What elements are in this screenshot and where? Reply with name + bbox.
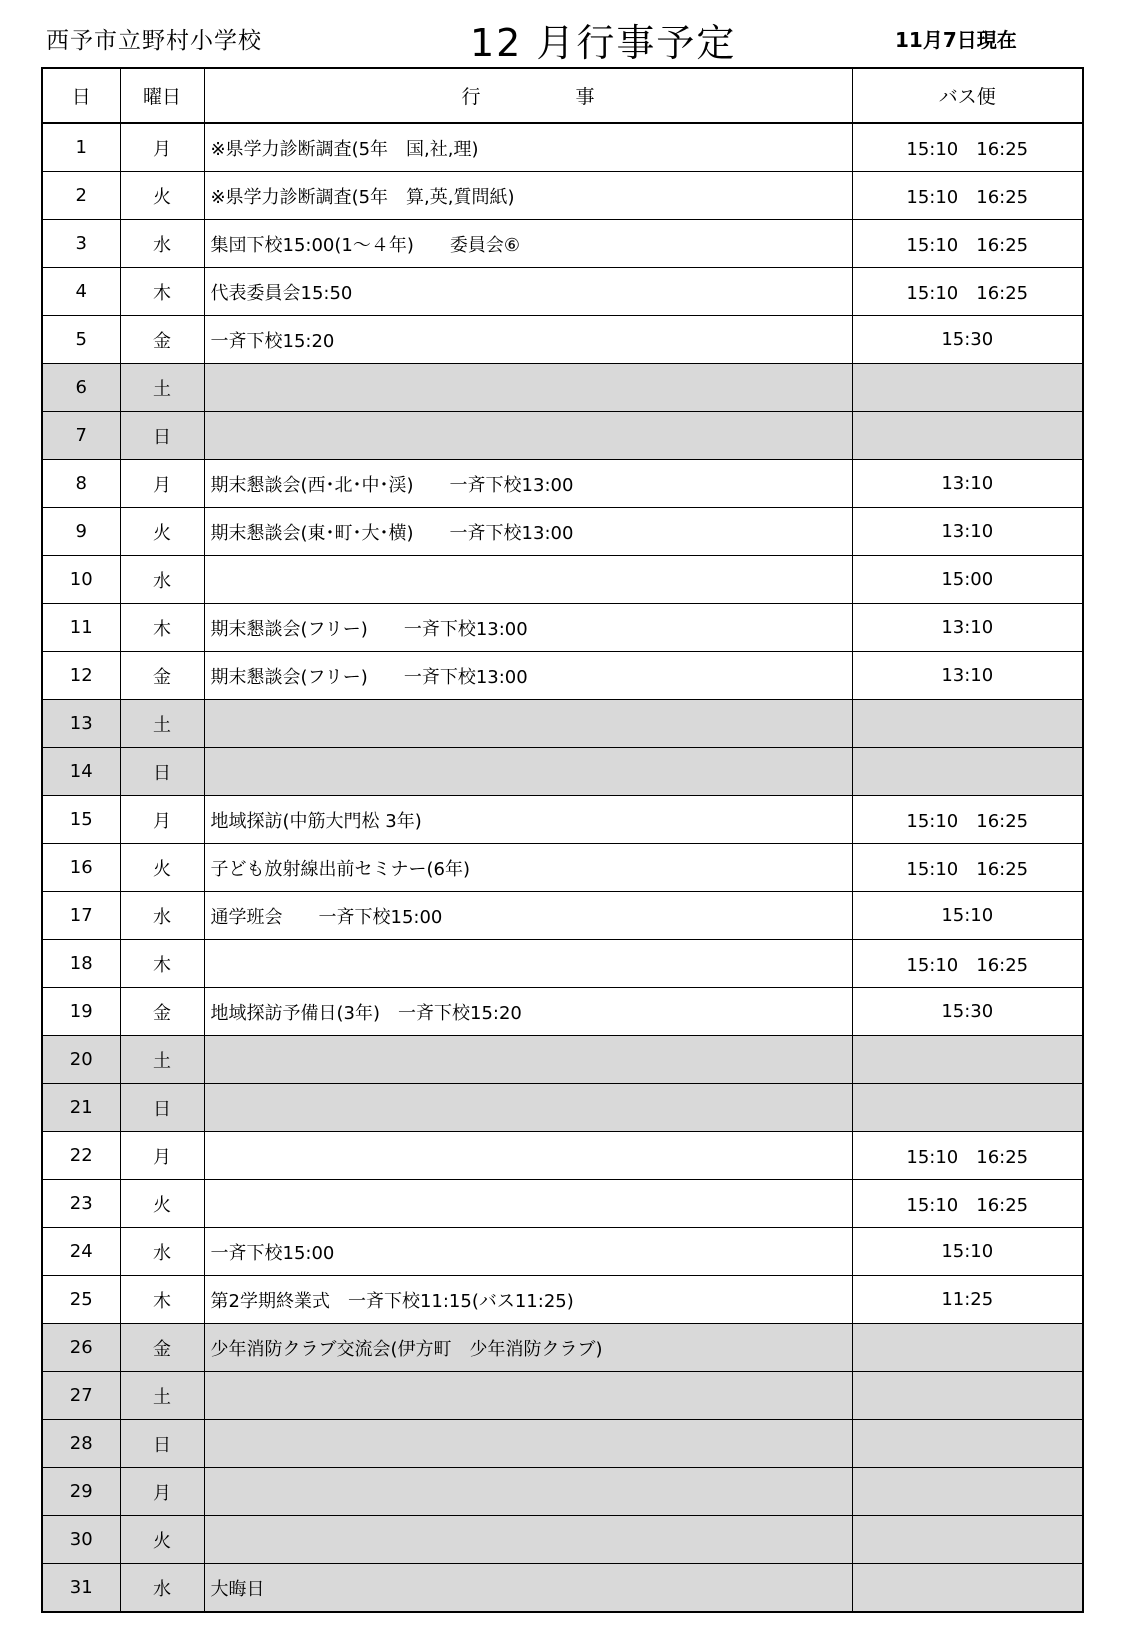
school-name: 西予市立野村小学校 <box>46 28 262 54</box>
page-title: 12 月行事予定 <box>470 21 737 65</box>
table-row <box>42 1324 1083 1372</box>
table-row <box>42 748 1083 796</box>
day-cell: 22 <box>42 1132 120 1180</box>
day-cell: 13 <box>42 700 120 748</box>
day-cell: 2 <box>42 172 120 220</box>
bus-cell: 15:10 <box>852 1228 1083 1276</box>
bus-cell: 15:10 16:25 <box>852 220 1083 268</box>
day-cell: 20 <box>42 1036 120 1084</box>
weekday-cell: 水 <box>120 220 204 268</box>
bus-cell: 13:10 <box>852 652 1083 700</box>
table-row <box>42 1564 1083 1613</box>
table-row <box>42 1180 1083 1228</box>
weekday-cell: 水 <box>120 1228 204 1276</box>
weekday-cell: 土 <box>120 364 204 412</box>
bus-cell <box>852 1564 1083 1613</box>
event-cell: 期末懇談会(フリー) 一斉下校13:00 <box>204 604 852 652</box>
event-cell: 一斉下校15:00 <box>204 1228 852 1276</box>
bus-cell <box>852 412 1083 460</box>
bus-cell <box>852 1372 1083 1420</box>
table-row <box>42 796 1083 844</box>
day-cell: 4 <box>42 268 120 316</box>
event-cell: ※県学力診断調査(5年 国,社,理) <box>204 123 852 172</box>
bus-cell: 15:30 <box>852 316 1083 364</box>
table-row <box>42 172 1083 220</box>
event-cell: 子ども放射線出前セミナー(6年) <box>204 844 852 892</box>
day-cell: 30 <box>42 1516 120 1564</box>
bus-cell <box>852 1516 1083 1564</box>
bus-cell: 15:00 <box>852 556 1083 604</box>
table-row <box>42 220 1083 268</box>
bus-cell: 13:10 <box>852 604 1083 652</box>
event-cell: 地域探訪予備日(3年) 一斉下校15:20 <box>204 988 852 1036</box>
event-cell <box>204 1036 852 1084</box>
weekday-cell: 日 <box>120 1084 204 1132</box>
day-cell: 1 <box>42 123 120 172</box>
day-cell: 10 <box>42 556 120 604</box>
bus-cell <box>852 1468 1083 1516</box>
weekday-cell: 水 <box>120 892 204 940</box>
event-cell <box>204 364 852 412</box>
weekday-cell: 水 <box>120 1564 204 1613</box>
bus-cell: 13:10 <box>852 508 1083 556</box>
header-day: 日 <box>42 68 120 123</box>
table-row <box>42 508 1083 556</box>
day-cell: 7 <box>42 412 120 460</box>
table-row <box>42 988 1083 1036</box>
day-cell: 25 <box>42 1276 120 1324</box>
bus-cell: 15:10 16:25 <box>852 172 1083 220</box>
event-cell: 地域探訪(中筋大門松 3年) <box>204 796 852 844</box>
day-cell: 24 <box>42 1228 120 1276</box>
event-cell: 期末懇談会(西･北･中･渓) 一斉下校13:00 <box>204 460 852 508</box>
event-cell <box>204 748 852 796</box>
day-cell: 18 <box>42 940 120 988</box>
bus-cell <box>852 700 1083 748</box>
event-cell <box>204 1516 852 1564</box>
event-cell: ※県学力診断調査(5年 算,英,質問紙) <box>204 172 852 220</box>
bus-cell <box>852 1084 1083 1132</box>
table-row <box>42 460 1083 508</box>
event-cell <box>204 1468 852 1516</box>
bus-cell: 15:30 <box>852 988 1083 1036</box>
table-row <box>42 556 1083 604</box>
bus-cell <box>852 1324 1083 1372</box>
day-cell: 19 <box>42 988 120 1036</box>
day-cell: 21 <box>42 1084 120 1132</box>
event-cell <box>204 1180 852 1228</box>
bus-cell <box>852 1420 1083 1468</box>
weekday-cell: 日 <box>120 412 204 460</box>
table-row <box>42 412 1083 460</box>
table-row <box>42 1036 1083 1084</box>
schedule-table <box>41 67 1084 1613</box>
bus-cell <box>852 1036 1083 1084</box>
bus-cell <box>852 364 1083 412</box>
table-row <box>42 1468 1083 1516</box>
event-cell <box>204 1084 852 1132</box>
weekday-cell: 月 <box>120 1132 204 1180</box>
weekday-cell: 金 <box>120 1324 204 1372</box>
weekday-cell: 火 <box>120 172 204 220</box>
table-header-row <box>42 68 1083 123</box>
weekday-cell: 日 <box>120 748 204 796</box>
day-cell: 31 <box>42 1564 120 1613</box>
table-row <box>42 604 1083 652</box>
day-cell: 9 <box>42 508 120 556</box>
event-cell: 大晦日 <box>204 1564 852 1613</box>
event-cell: 少年消防クラブ交流会(伊方町 少年消防クラブ) <box>204 1324 852 1372</box>
day-cell: 17 <box>42 892 120 940</box>
bus-cell: 15:10 <box>852 892 1083 940</box>
weekday-cell: 木 <box>120 940 204 988</box>
table-row <box>42 940 1083 988</box>
day-cell: 23 <box>42 1180 120 1228</box>
table-row <box>42 844 1083 892</box>
header-weekday: 曜日 <box>120 68 204 123</box>
weekday-cell: 木 <box>120 268 204 316</box>
weekday-cell: 月 <box>120 1468 204 1516</box>
table-row <box>42 1276 1083 1324</box>
bus-cell <box>852 748 1083 796</box>
table-row <box>42 700 1083 748</box>
day-cell: 8 <box>42 460 120 508</box>
table-row <box>42 1372 1083 1420</box>
weekday-cell: 火 <box>120 1516 204 1564</box>
bus-cell: 15:10 16:25 <box>852 268 1083 316</box>
day-cell: 11 <box>42 604 120 652</box>
event-cell <box>204 1132 852 1180</box>
table-row <box>42 316 1083 364</box>
table-row <box>42 892 1083 940</box>
as-of-date: 11月7日現在 <box>895 28 1017 52</box>
weekday-cell: 金 <box>120 988 204 1036</box>
day-cell: 5 <box>42 316 120 364</box>
bus-cell: 15:10 16:25 <box>852 1180 1083 1228</box>
bus-cell: 15:10 16:25 <box>852 123 1083 172</box>
bus-cell: 11:25 <box>852 1276 1083 1324</box>
weekday-cell: 水 <box>120 556 204 604</box>
weekday-cell: 金 <box>120 652 204 700</box>
event-cell <box>204 940 852 988</box>
weekday-cell: 木 <box>120 1276 204 1324</box>
table-row <box>42 1516 1083 1564</box>
event-cell: 一斉下校15:20 <box>204 316 852 364</box>
weekday-cell: 日 <box>120 1420 204 1468</box>
table-row <box>42 268 1083 316</box>
day-cell: 12 <box>42 652 120 700</box>
table-row <box>42 1084 1083 1132</box>
weekday-cell: 金 <box>120 316 204 364</box>
day-cell: 28 <box>42 1420 120 1468</box>
weekday-cell: 土 <box>120 700 204 748</box>
event-cell <box>204 700 852 748</box>
table-row <box>42 123 1083 172</box>
table-row <box>42 1132 1083 1180</box>
table-row <box>42 1420 1083 1468</box>
event-cell: 通学班会 一斉下校15:00 <box>204 892 852 940</box>
table-row <box>42 1228 1083 1276</box>
event-cell <box>204 1372 852 1420</box>
bus-cell: 15:10 16:25 <box>852 1132 1083 1180</box>
event-cell: 期末懇談会(東･町･大･横) 一斉下校13:00 <box>204 508 852 556</box>
event-cell: 集団下校15:00(1～４年) 委員会⑥ <box>204 220 852 268</box>
bus-cell: 15:10 16:25 <box>852 796 1083 844</box>
table-row <box>42 652 1083 700</box>
event-cell: 第2学期終業式 一斉下校11:15(バス11:25) <box>204 1276 852 1324</box>
bus-cell: 13:10 <box>852 460 1083 508</box>
day-cell: 27 <box>42 1372 120 1420</box>
event-cell <box>204 1420 852 1468</box>
weekday-cell: 火 <box>120 1180 204 1228</box>
weekday-cell: 月 <box>120 460 204 508</box>
day-cell: 29 <box>42 1468 120 1516</box>
event-cell: 代表委員会15:50 <box>204 268 852 316</box>
day-cell: 26 <box>42 1324 120 1372</box>
event-cell: 期末懇談会(フリー) 一斉下校13:00 <box>204 652 852 700</box>
weekday-cell: 土 <box>120 1036 204 1084</box>
table-row <box>42 364 1083 412</box>
weekday-cell: 月 <box>120 123 204 172</box>
bus-cell: 15:10 16:25 <box>852 844 1083 892</box>
weekday-cell: 土 <box>120 1372 204 1420</box>
header-events: 行 事 <box>204 68 852 123</box>
day-cell: 3 <box>42 220 120 268</box>
bus-cell: 15:10 16:25 <box>852 940 1083 988</box>
event-cell <box>204 412 852 460</box>
event-cell <box>204 556 852 604</box>
day-cell: 6 <box>42 364 120 412</box>
weekday-cell: 月 <box>120 796 204 844</box>
weekday-cell: 火 <box>120 844 204 892</box>
day-cell: 15 <box>42 796 120 844</box>
header-bus: バス便 <box>852 68 1083 123</box>
weekday-cell: 火 <box>120 508 204 556</box>
day-cell: 16 <box>42 844 120 892</box>
weekday-cell: 木 <box>120 604 204 652</box>
day-cell: 14 <box>42 748 120 796</box>
